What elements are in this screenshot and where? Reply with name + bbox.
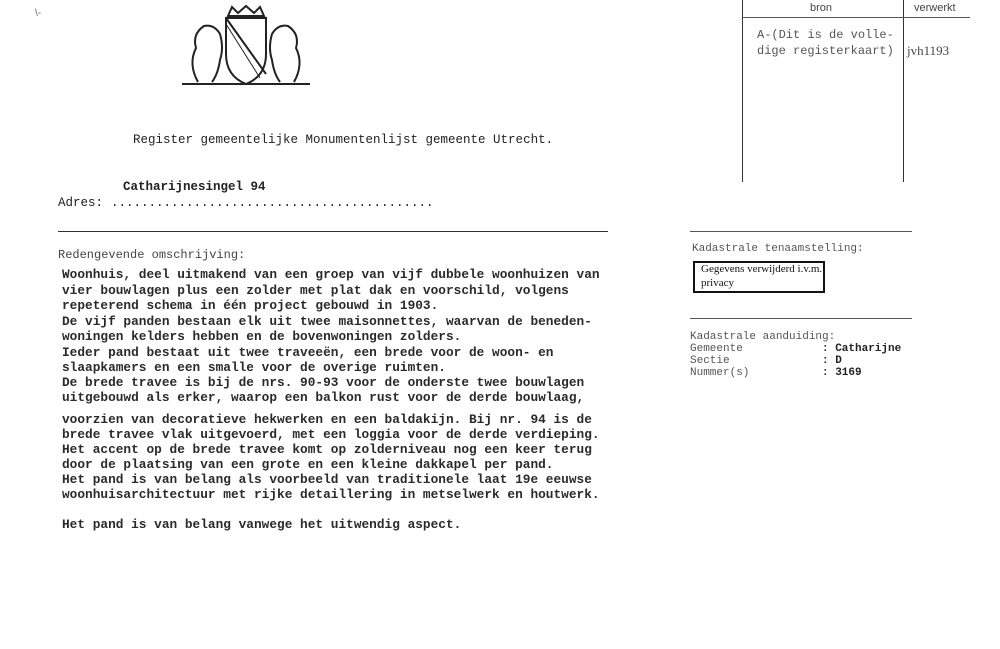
aanduiding-label: Kadastrale aanduiding: xyxy=(690,331,836,343)
divider xyxy=(58,231,608,232)
bron-line: dige registerkaart) xyxy=(757,44,894,58)
sectie-key: Sectie xyxy=(690,355,730,367)
description-line: Het accent op de brede travee komt op zolderniveau nog een keer terug xyxy=(62,442,592,457)
address-dots: ........................................... xyxy=(111,196,434,210)
description-line: De brede travee is bij de nrs. 90-93 voor de onderste twee bouwlagen xyxy=(62,375,585,390)
description-line: Ieder pand bestaat uit twee traveeën, een brede voor de woon- en xyxy=(62,345,554,360)
description-line: uitgebouwd als erker, waarop een balkon rust voor de derde bouwlaag, xyxy=(62,390,585,405)
description-line: De vijf panden bestaan elk uit twee maisonnettes, waarvan de beneden- xyxy=(62,314,592,329)
redacted-line: Gegevens verwijderd i.v.m. xyxy=(701,263,823,275)
description-line: voorzien van decoratieve hekwerken en een baldakijn. Bij nr. 94 is de xyxy=(62,412,592,427)
document-title: Register gemeentelijke Monumentenlijst gemeente Utrecht. xyxy=(133,133,554,147)
table-header-divider xyxy=(742,17,970,18)
nummer-value: : 3169 xyxy=(822,367,862,379)
divider xyxy=(690,231,912,232)
address-value: Catharijnesingel 94 xyxy=(123,180,266,194)
table-border xyxy=(742,0,743,182)
description-line: woningen kelders hebben en de bovenwoningen zolders. xyxy=(62,329,462,344)
description-line: brede travee vlak uitgevoerd, met een loggia voor de derde verdieping. xyxy=(62,427,600,442)
verwerkt-value: jvh1193 xyxy=(907,43,950,58)
bron-line: A-(Dit is de volle- xyxy=(757,28,894,42)
gemeente-key: Gemeente xyxy=(690,343,743,355)
description-heading: Redengevende omschrijving: xyxy=(58,248,246,262)
description-line: door de plaatsing van een grote en een kleine dakkapel per pand. xyxy=(62,457,554,472)
redacted-box xyxy=(693,261,825,293)
tenaamstelling-label: Kadastrale tenaamstelling: xyxy=(692,243,864,255)
table-border xyxy=(903,0,904,182)
gemeente-value: : Catharijne xyxy=(822,343,902,355)
address-label: Adres: xyxy=(58,196,104,210)
nummer-key: Nummer(s) xyxy=(690,367,750,379)
description-line: woonhuisarchitectuur met rijke detaillering in metselwerk en houtwerk. xyxy=(62,487,600,502)
sectie-value: : D xyxy=(822,355,842,367)
city-crest-logo xyxy=(178,4,314,88)
header-verwerkt: verwerkt xyxy=(914,2,956,14)
description-closing: Het pand is van belang vanwege het uitwendig aspect. xyxy=(62,517,462,532)
redacted-line: privacy xyxy=(701,277,734,289)
description-line: Het pand is van belang als voorbeeld van traditionele laat 19e eeuwse xyxy=(62,472,592,487)
description-line: vier bouwlagen plus een zolder met plat dak en voorschild, volgens xyxy=(62,283,569,298)
header-bron: bron xyxy=(810,2,833,14)
description-line: slaapkamers en een smalle voor de overige ruimten. xyxy=(62,360,446,375)
description-line: repeterend schema in één project gebouwd in 1903. xyxy=(62,298,439,313)
divider xyxy=(690,318,912,319)
corner-mark: \- xyxy=(35,8,42,19)
description-line: Woonhuis, deel uitmakend van een groep van vijf dubbele woonhuizen van xyxy=(62,267,600,282)
